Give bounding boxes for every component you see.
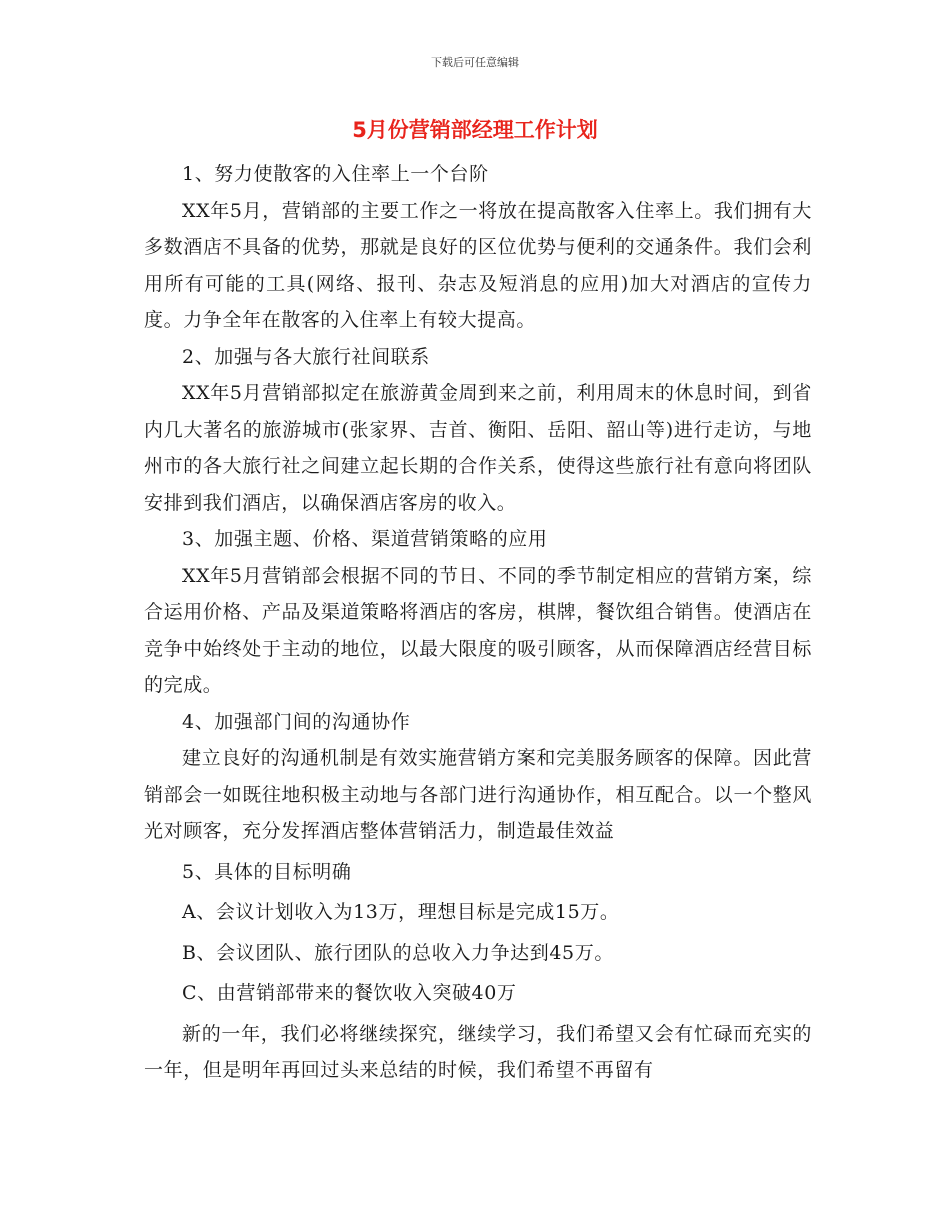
- page-title: 5月份营销部经理工作计划: [352, 118, 598, 142]
- body-paragraph-2: XX年5月营销部拟定在旅游黄金周到来之前，利用周末的休息时间，到省内几大著名的旅游城市(张家界、吉首、衡阳、岳阳、韶山等)进行走访，与地州市的各大旅行社之间建立起长期的合作关系，使得这些旅行社有意向将团队安排到我们酒店，以确保酒店客房的收入。: [144, 382, 812, 514]
- body-paragraph-3: XX年5月营销部会根据不同的节日、不同的季节制定相应的营销方案，综合运用价格、产品及渠道策略将酒店的客房，棋牌，餐饮组合销售。使酒店在竞争中始终处于主动的地位，以最大限度的吸引顾客，从而保障酒店经营目标的完成。: [144, 564, 812, 696]
- body-paragraph-4: 建立良好的沟通机制是有效实施营销方案和完美服务顾客的保障。因此营销部会一如既往地积极主动地与各部门进行沟通协作，相互配合。以一个整风光对顾客，充分发挥酒店整体营销活力，制造最佳效益: [144, 747, 812, 842]
- target-item-c: C、由营销部带来的餐饮收入突破40万: [182, 982, 517, 1004]
- section-heading-5: 5、具体的目标明确: [182, 860, 352, 883]
- header-note: 下载后可任意编辑: [431, 56, 519, 69]
- section-heading-2: 2、加强与各大旅行社间联系: [182, 345, 430, 368]
- section-heading-3: 3、加强主题、价格、渠道营销策略的应用: [182, 528, 548, 550]
- closing-paragraph: 新的一年，我们必将继续探究，继续学习，我们希望又会有忙碌而充实的一年，但是明年再回过头来总结的时候，我们希望不再留有: [144, 1022, 812, 1081]
- section-heading-1: 1、努力使散客的入住率上一个台阶: [182, 163, 489, 185]
- target-item-b: B、会议团队、旅行团队的总收入力争达到45万。: [182, 941, 614, 964]
- body-paragraph-1: XX年5月，营销部的主要工作之一将放在提高散客入住率上。我们拥有大多数酒店不具备的优势，那就是良好的区位优势与便利的交通条件。我们会利用所有可能的工具(网络、报刊、杂志及短消息的应用)加大对酒店的宣传力度。力争全年在散客的入住率上有较大提高。: [144, 199, 812, 331]
- document-body: [144, 156, 812, 1089]
- section-heading-4: 4、加强部门间的沟通协作: [182, 710, 411, 733]
- target-item-a: A、会议计划收入为13万，理想目标是完成15万。: [182, 901, 620, 923]
